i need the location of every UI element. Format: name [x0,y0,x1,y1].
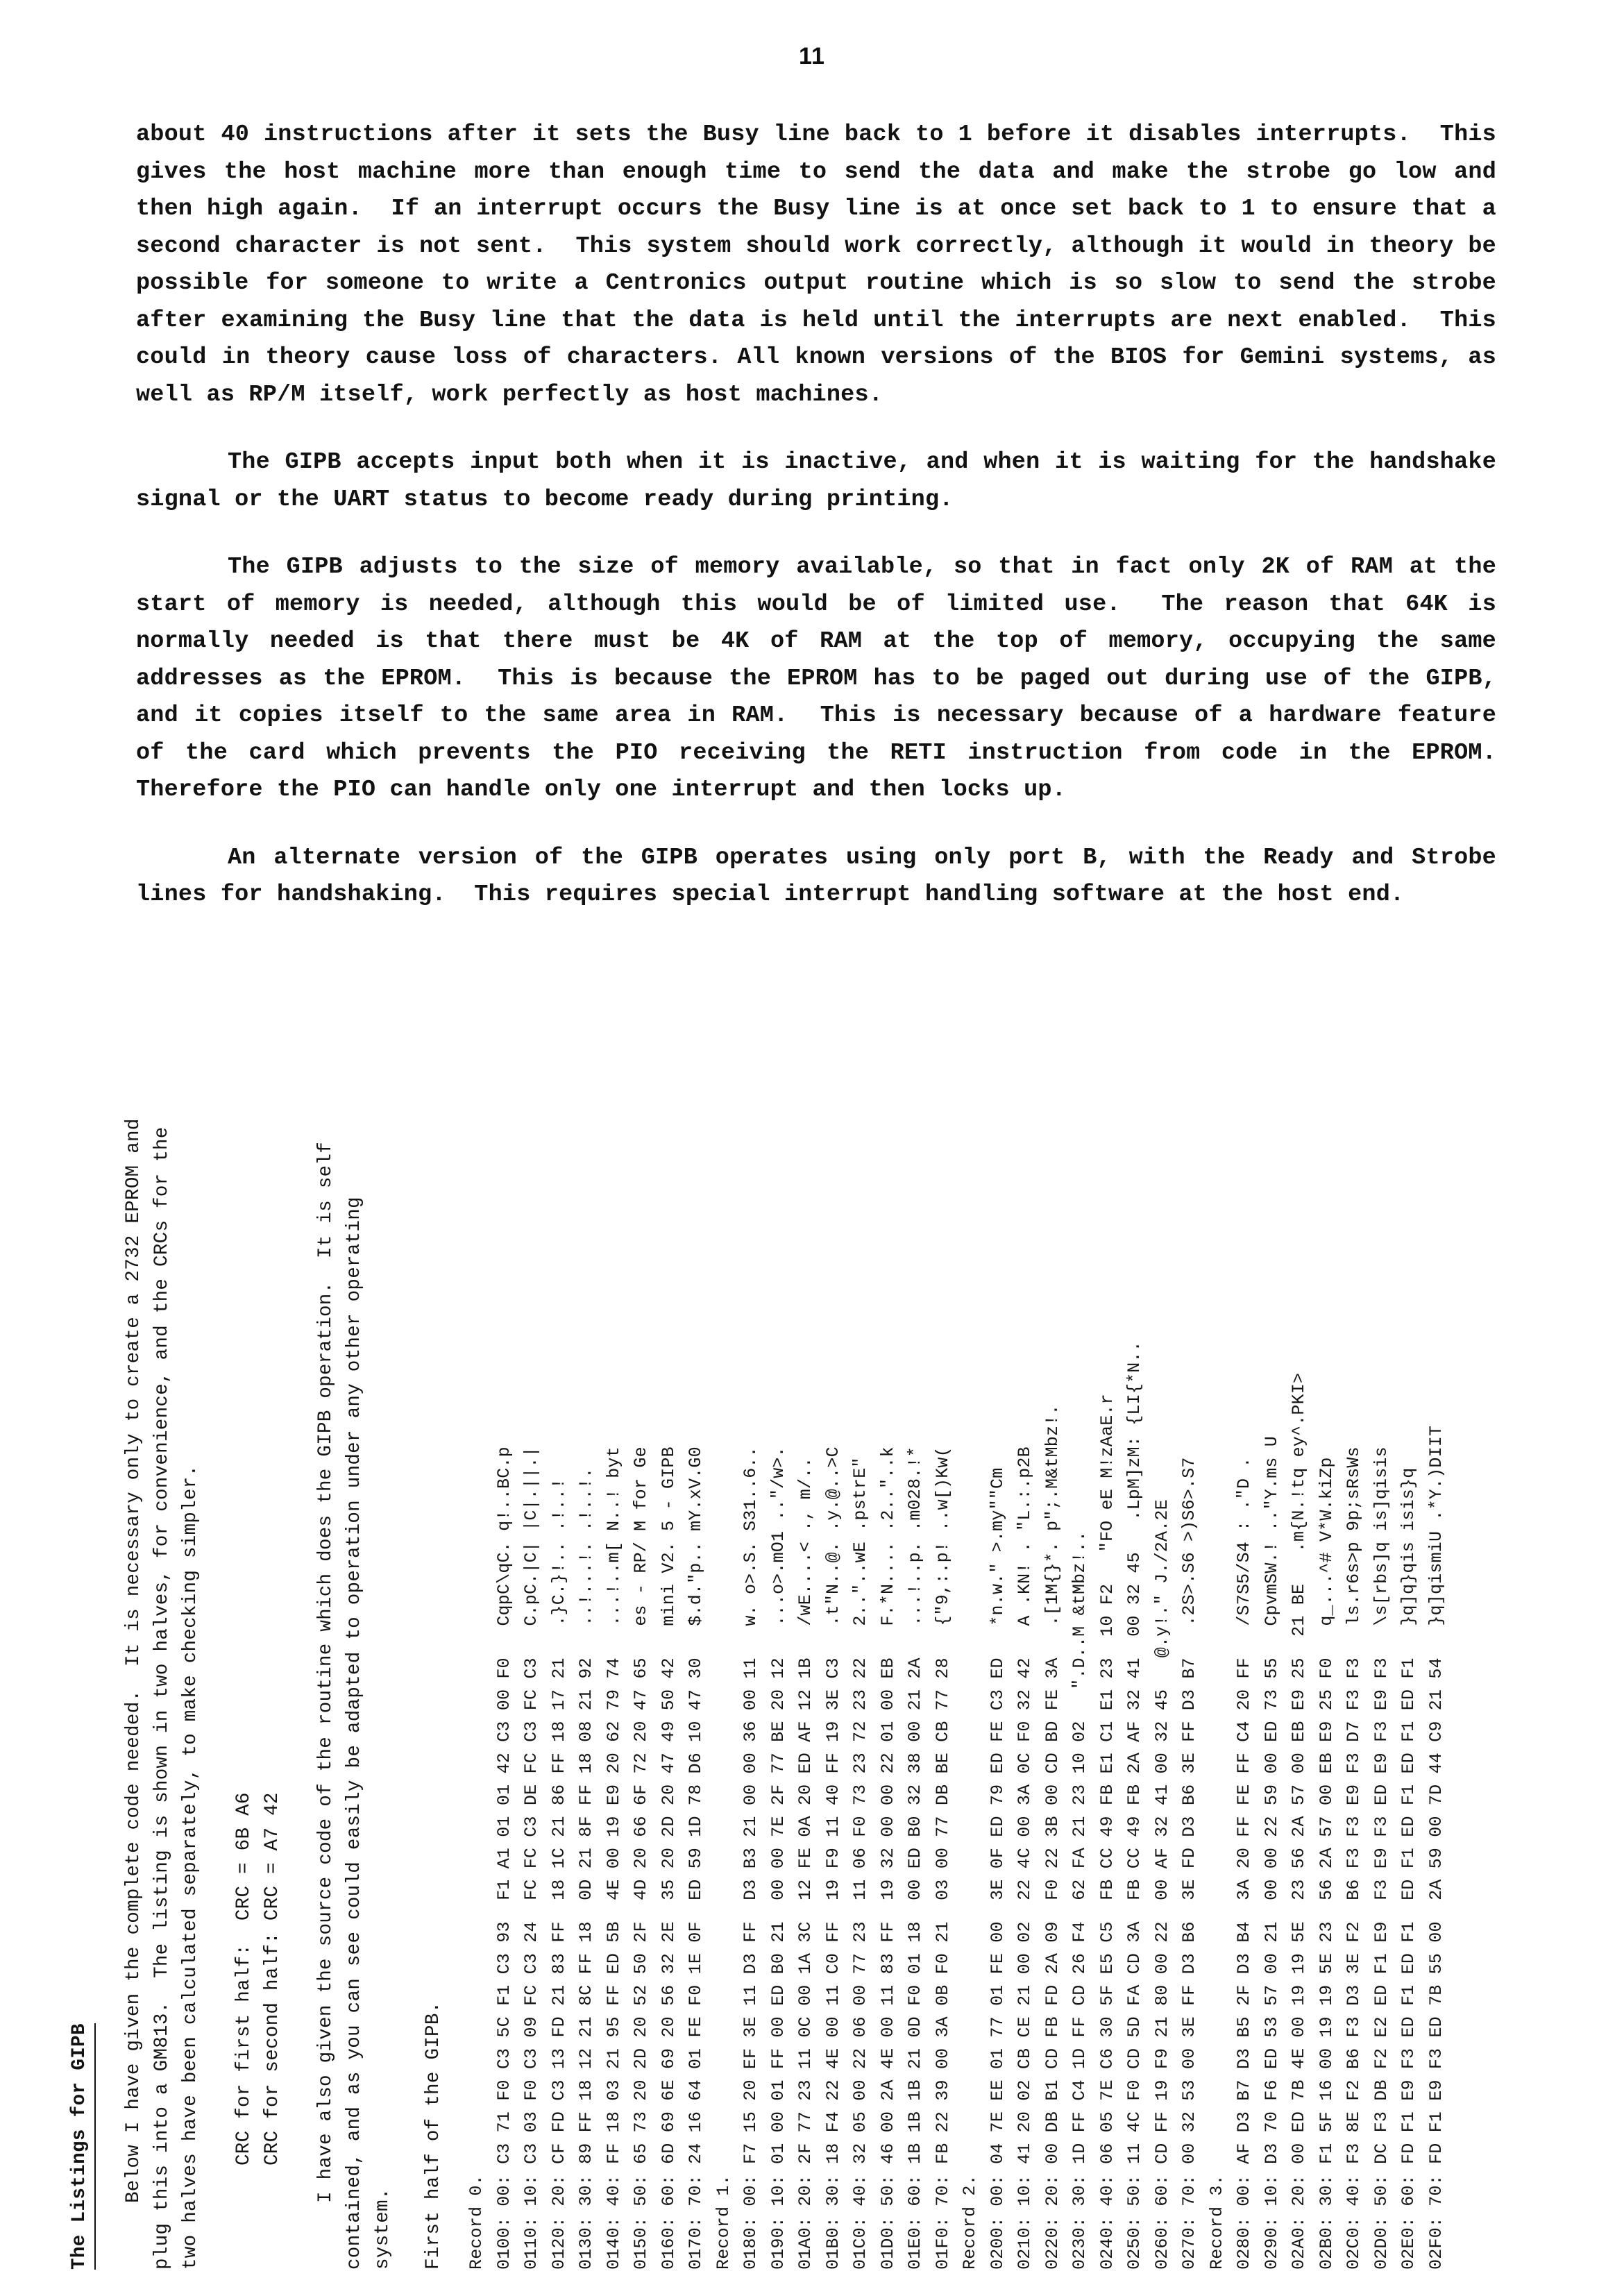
paragraph-gipb-memory: The GIPB adjusts to the size of memory available, so that in fact only 2K of RAM at the start of memory is needed, although this would be of limited use. The reason that 64K is normally needed is that there must be 4K of RAM at the top of memory, occupying the same addresses as the EPROM. This is because the EPROM has to be paged out during use of the GIPB, and it copies itself to the same area in RAM. This is necessary because of a hardware feature of the card which prevents the PIO receiving the RETI instruction from code in the EPROM. Therefore the PIO can handle only one interrupt and then locks up. [136,554,1525,803]
hex-bytes: CF FD C3 13 FD 21 83 FF 18 1C 21 86 FF 18 17 21 [548,1626,569,2164]
hex-dump-row [765,1341,793,2270]
hex-dump-row [491,1341,518,2270]
hex-dump-row [1368,1341,1396,2270]
hex-ascii: es - RP/ M for Ge [631,1446,651,1626]
hex-ascii: C.pC.|C| |C|.||.| [521,1446,541,1626]
hex-bytes: 65 73 20 2D 20 52 50 2F 4D 20 66 6F 72 20 47 65 [631,1626,651,2164]
hex-ascii: ".D..M &tMbz!.. [1069,1530,1090,1689]
hex-address: 0220: 20: [1042,2163,1063,2270]
hex-dump-row [1149,1341,1176,2270]
record-label: Record 3. [1206,2175,1227,2270]
hex-ascii: 2.."..wE .pstrE" [850,1457,870,1626]
hex-ascii: CpvmSW.! .."Y.ms U [1261,1435,1282,1626]
hex-address: 02A0: 20: [1289,2163,1309,2270]
hex-address: 0250: 50: [1124,2163,1144,2270]
record-label: Record 1. [713,2175,734,2270]
hex-address: 0190: 10: [768,2163,788,2270]
hex-bytes: 00 ED 7B 4E 00 19 19 5E 23 56 2A 57 00 EB E9 25 21 BE [1289,1552,1309,2164]
hex-dump-row [737,1341,765,2270]
hex-dump-row [545,1341,573,2270]
hex-ascii: .LpM]zM: {LI{*N.. [1124,1341,1144,1521]
hex-ascii: q_...^# V*W.kiZp [1316,1457,1337,1626]
paragraph-continuation: about 40 instructions after it sets the Busy line back to 1 before it disables interrupts. This gives the host machine more than enough time to send the data and make the strobe go low and then high again. If an interrupt occurs the Busy line is at once set back to 1 to ensure that a second character is not sent. This system should work correctly, although it would in theory be possible for someone to write a Centronics output routine which is so slow to send the strobe after examining the Busy line that the data is held until the interrupts are next enabled. This could in theory cause loss of characters. All known versions of the BIOS for Gemini systems, as well as RP/M itself, work perfectly as host machines. [136,121,1511,408]
hex-dump-row [820,1341,847,2270]
hex-dump-row [792,1341,820,2270]
hex-dump-row [1285,1341,1313,2270]
hex-address: 0180: 00: [741,2163,761,2270]
hex-bytes: 1D FF C4 1D FF CD 26 F4 62 FA 21 23 10 02 [1069,1689,1090,2164]
hex-ascii: .m{N.!tq ey^.PKI> [1289,1372,1309,1553]
hex-address: 01A0: 20: [795,2163,815,2270]
hex-dump-row [627,1341,655,2270]
hex-ascii: *n.w." >.my""Cm [987,1467,1008,1626]
hex-ascii: /wE....< ., m/.. [795,1457,815,1626]
hex-bytes: 06 05 7E C6 30 5F E5 C5 FB CC 49 FB E1 C1 E1 23 10 F2 [1097,1552,1117,2164]
hex-bytes: 00 32 53 00 3E FF D3 B6 3E FD D3 B6 3E FF D3 B7 [1179,1626,1199,2164]
page-number: 11 [799,43,825,69]
hex-dump-row [984,1341,1012,2270]
hex-bytes: 18 F4 22 4E 00 11 C0 FF 19 F9 11 40 FF 19 3E C3 [822,1626,843,2164]
hex-ascii: @.y!." J./2A.2E [1151,1499,1172,1658]
hex-ascii: ls.r6s>p 9p;sRsWs [1344,1446,1364,1626]
crc-first-half: CRC for first half: CRC = 6B A6 [233,1792,255,2166]
hex-bytes: F3 8E F2 B6 F3 D3 3E F2 B6 F3 F3 E9 F3 D7 F3 F3 [1344,1626,1364,2164]
listing-section [0,1104,1624,2284]
hex-bytes: C3 71 F0 C3 5C F1 C3 93 F1 A1 01 01 42 C3 00 F0 [493,1626,514,2164]
hex-dump-row [573,1341,600,2270]
hex-bytes: 41 20 02 CB CE 21 00 02 22 4C 00 3A 0C F0 32 42 [1015,1626,1035,2164]
hex-ascii: ...!..p. .m028.!* [905,1446,925,1626]
hex-dump-row [1011,1341,1039,2270]
hex-ascii: "FO eE M!zAaE.r [1097,1394,1117,1553]
hex-ascii: .}C.}!.. .!..! [548,1478,569,1626]
hex-dump-row [847,1341,874,2270]
hex-address: 0100: 00: [493,2163,514,2270]
hex-bytes: F1 5F 16 00 19 19 5E 23 56 2A 57 00 EB E9 25 F0 [1316,1626,1337,2164]
hex-address: 0210: 10: [1015,2163,1035,2270]
hex-dump-row [1094,1341,1122,2270]
record-label: Record 0. [466,2175,487,2270]
hex-address: 0290: 10: [1261,2163,1282,2270]
hex-bytes: DC F3 DB F2 E2 ED F1 E9 F3 E9 F3 ED E9 F3 E9 F3 [1371,1626,1392,2164]
hex-address: 0110: 10: [521,2163,541,2270]
hex-ascii: w. o>.S. S31..6.. [741,1446,761,1626]
hex-address: 0140: 40: [603,2163,624,2270]
hex-bytes: 24 16 64 01 FE F0 1E 0F ED 59 1D 78 D6 10 47 30 [686,1626,706,2164]
hex-address: 01F0: 70: [932,2163,953,2270]
hex-ascii: }q]q}qis isis}q [1398,1467,1419,1626]
hex-ascii: .t"N..@. .y.@..>C [822,1446,843,1626]
hex-bytes: FD F1 E9 F3 ED 7B 55 00 2A 59 00 7D 44 C9 21 54 [1426,1626,1446,2164]
hex-bytes: 04 7E EE 01 77 01 FE 00 3E 0F ED 79 ED FE C3 ED [987,1626,1008,2164]
hex-dump-row [655,1341,683,2270]
hex-dump [463,1341,1450,2270]
hex-dump-row [518,1341,545,2270]
hex-bytes: FD F1 E9 F3 ED F1 ED F1 ED F1 ED F1 ED F1 ED F1 [1398,1626,1419,2164]
hex-ascii: .2S>.S6 >)S6>.S7 [1179,1457,1199,1626]
hex-bytes: CD FF 19 F9 21 80 00 22 00 AF 32 41 00 32 45 [1151,1657,1172,2164]
hex-ascii: ...o>.mO1 .."/w>. [768,1446,788,1626]
hex-bytes: D3 70 F6 ED 53 57 00 21 00 00 22 59 00 ED 73 55 [1261,1626,1282,2164]
hex-address: 0280: 00: [1234,2163,1254,2270]
hex-bytes: C3 03 F0 C3 09 FC C3 24 FC FC C3 DE FC C3 FC C3 [521,1626,541,2164]
hex-address: 02F0: 70: [1426,2163,1446,2270]
hex-bytes: 6D 69 6E 69 20 56 32 2E 35 20 2D 20 47 49 50 42 [658,1626,679,2164]
hex-ascii: mini V2. 5 - GIPB [658,1446,679,1626]
hex-address: 01B0: 30: [822,2163,843,2270]
listing-intro-paragraph: Below I have given the complete code needed. It is necessary only to create a 2732 EPROM and plug this into a GM813. The listing is shown in two halves, for convenience, and the CRCs for the two halves have been calculated separately, to make checking simpler. [123,1106,201,2270]
hex-address: 0130: 30: [576,2163,596,2270]
hex-ascii: /S7S5/S4 : ."D . [1234,1457,1254,1626]
hex-bytes: 1B 1B 1B 21 0D F0 01 18 00 ED B0 32 38 00 21 2A [905,1626,925,2164]
hex-address: 0170: 70: [686,2163,706,2270]
hex-address: 01D0: 50: [877,2163,898,2270]
hex-dump-row [1039,1341,1067,2270]
hex-address: 0160: 60: [658,2163,679,2270]
paragraph-gipb-alternate: An alternate version of the GIPB operates using only port B, with the Ready and Strobe lines for handshaking. This requires special interrupt handling software at the host end. [136,844,1511,908]
hex-bytes: 89 FF 18 12 21 8C FF 18 0D 21 8F FF 18 08 21 92 [576,1626,596,2164]
hex-dump-row [600,1341,628,2270]
hex-dump-row [902,1341,929,2270]
hex-dump-row [1121,1341,1149,2270]
hex-dump-row [874,1341,902,2270]
hex-bytes: 46 00 2A 4E 00 11 83 FF 19 32 00 00 22 01 00 EB [877,1626,898,2164]
hex-bytes: 2F 77 23 11 0C 00 1A 3C 12 FE 0A 20 ED AF 12 1B [795,1626,815,2164]
hex-dump-row [1176,1341,1203,2270]
hex-bytes: F7 15 20 EF 3E 11 D3 FF D3 B3 21 00 00 36 00 11 [741,1626,761,2164]
hex-dump-row [1258,1341,1286,2270]
hex-address: 0120: 20: [548,2163,569,2270]
hex-bytes: FB 22 39 00 3A 0B F0 21 03 00 77 DB BE CB 77 28 [932,1626,953,2164]
crc-second-half: CRC for second half: CRC = A7 42 [262,1792,283,2166]
listing-half-label: First half of the GIPB. [423,2001,444,2270]
listing-source-paragraph: I have also given the source code of the routine which does the GIPB operation. It is self contained, and as you can see could easily be adapted to operation under any other operating system. [315,1130,394,2270]
listing-heading: The Listings for GIPB [66,2023,96,2270]
hex-address: 01E0: 60: [905,2163,925,2270]
hex-address: 01C0: 40: [850,2163,870,2270]
hex-bytes: 11 4C F0 CD 5D FA CD 3A FB CC 49 FB 2A AF 32 41 00 32 45 [1124,1520,1144,2164]
hex-address: 0240: 40: [1097,2163,1117,2270]
hex-dump-row [1313,1341,1341,2270]
hex-dump-row [1423,1341,1450,2270]
hex-dump-row [1066,1341,1094,2270]
hex-ascii: ..!...!. .!..!. [576,1467,596,1626]
hex-dump-row [1395,1341,1423,2270]
hex-ascii: .[1M{}*. p";.M&tMbz!. [1042,1404,1063,1626]
hex-address: 02B0: 30: [1316,2163,1337,2270]
hex-dump-row [682,1341,710,2270]
hex-ascii: A .KN! . "L.:.p2B [1015,1446,1035,1626]
hex-address: 0270: 70: [1179,2163,1199,2270]
hex-address: 0260: 60: [1151,2163,1172,2270]
hex-bytes: 00 DB B1 CD FB FD 2A 09 F0 22 3B 00 CD BD FE 3A [1042,1626,1063,2164]
hex-address: 02D0: 50: [1371,2163,1392,2270]
body-text-column [136,117,1525,914]
listing-rotated-canvas [66,1106,1558,2270]
hex-ascii: $.d."p.. mY.xV.G0 [686,1446,706,1626]
paragraph-gipb-input: The GIPB accepts input both when it is inactive, and when it is waiting for the handshake signal or the UART status to become ready during printing. [136,449,1511,513]
hex-ascii: F.*N.... .2.."..k [877,1446,898,1626]
hex-address: 02C0: 40: [1344,2163,1364,2270]
hex-dump-row [1230,1341,1258,2270]
record-label: Record 2. [960,2175,980,2270]
hex-bytes: 32 05 00 22 06 00 77 23 11 06 F0 73 23 72 23 22 [850,1626,870,2164]
hex-ascii: }q]qismiU .*Y.)DIIT [1426,1425,1446,1626]
hex-bytes: 01 00 01 FF 00 ED B0 21 00 00 7E 2F 77 BE 20 12 [768,1626,788,2164]
hex-address: 0200: 00: [987,2163,1008,2270]
hex-ascii: ...!..m[ N..! byt [603,1446,624,1626]
hex-address: 0150: 50: [631,2163,651,2270]
hex-bytes: FF 18 03 21 95 FF ED 5B 4E 00 19 E9 20 62 79 74 [603,1626,624,2164]
hex-dump-row [1340,1341,1368,2270]
hex-ascii: CqpC\qC. q!..BC.p [493,1446,514,1626]
hex-ascii: {"9,:.p! ..w[)Kw( [932,1446,953,1626]
hex-dump-row [929,1341,957,2270]
hex-address: 0230: 30: [1069,2163,1090,2270]
hex-address: 02E0: 60: [1398,2163,1419,2270]
hex-ascii: \s[rbs]q is]qisis [1371,1446,1392,1626]
hex-bytes: AF D3 B7 D3 B5 2F D3 B4 3A 20 FF FE FF C4 20 FF [1234,1626,1254,2164]
